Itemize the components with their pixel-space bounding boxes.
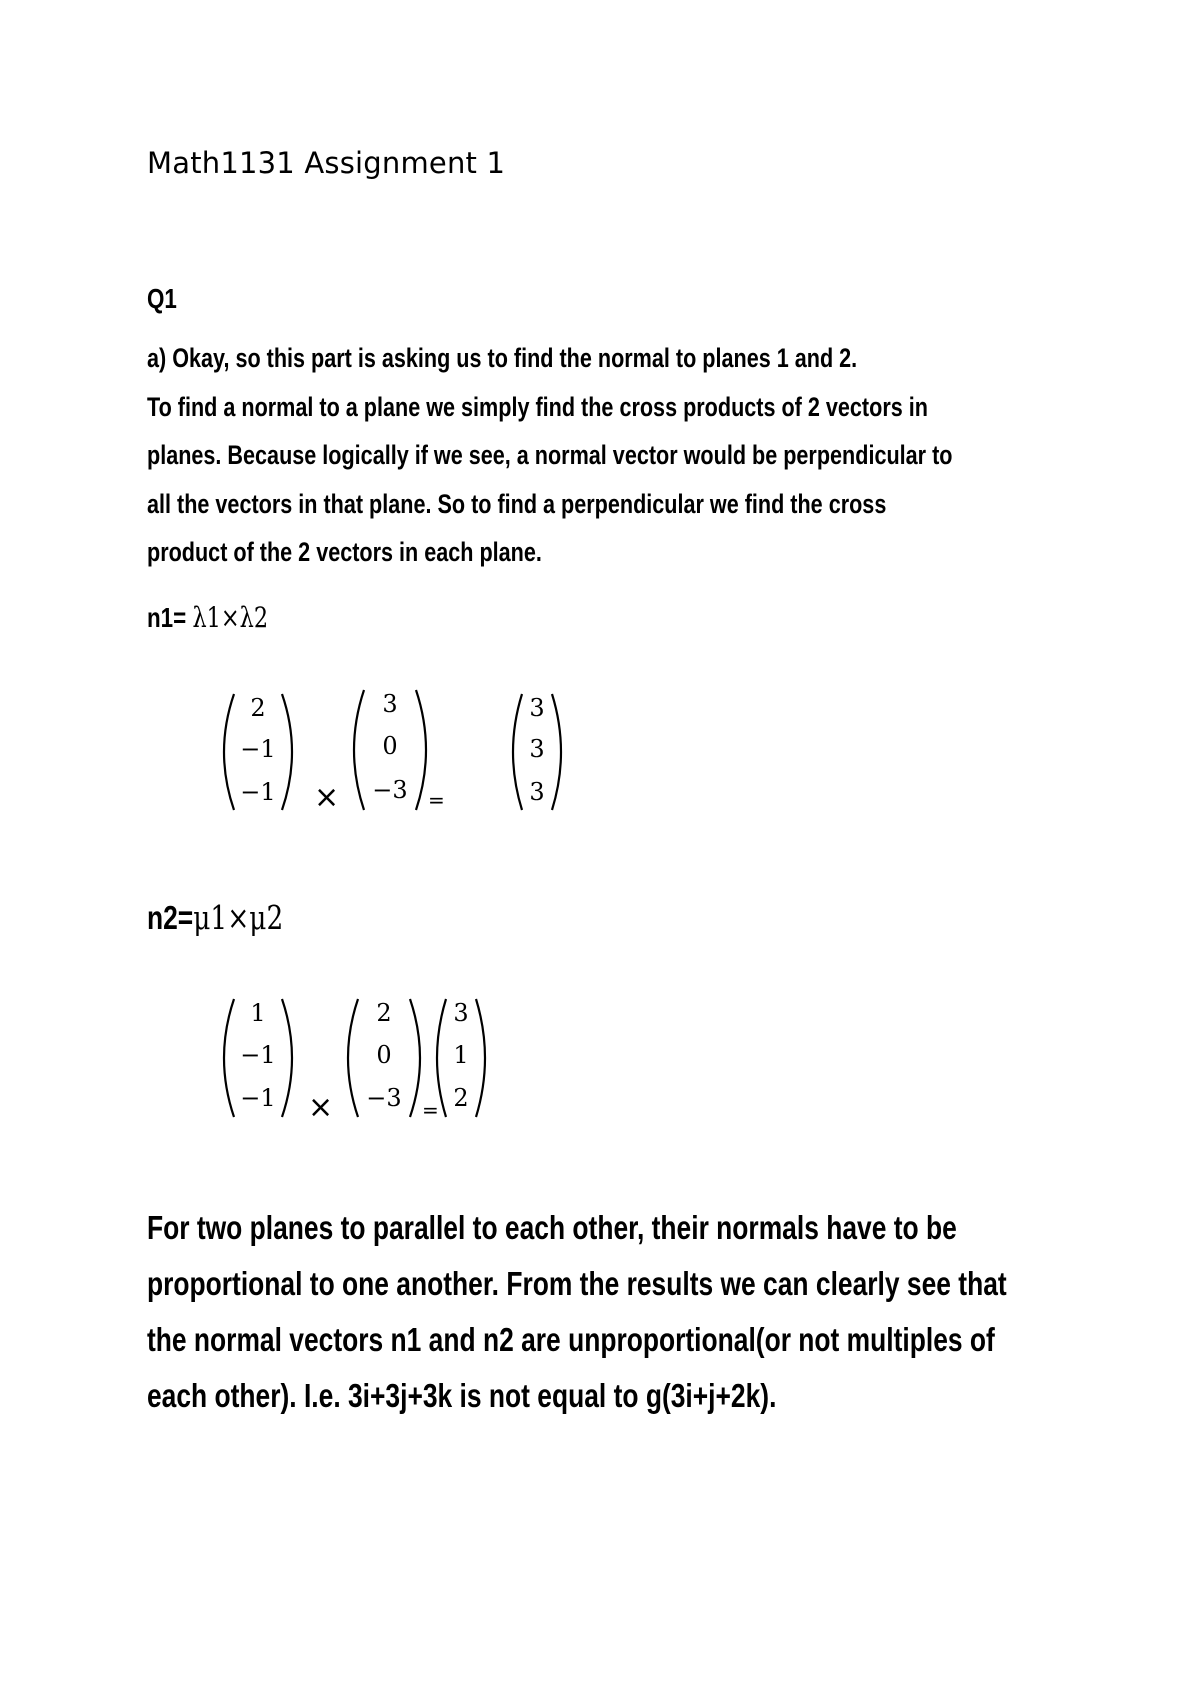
vector-entry: −3 [366, 1084, 402, 1112]
times-symbol: × [314, 780, 340, 815]
n1-label: n1= [147, 602, 193, 633]
equals-symbol: = [422, 1098, 439, 1122]
paragraph-1-line: product of the 2 vectors in each plane. [147, 537, 542, 567]
paragraph-1-line: planes. Because logically if we see, a normal vector would be perpendicular to [147, 440, 953, 470]
vector-entry: 2 [376, 999, 392, 1027]
paragraph-2-line: For two planes to parallel to each other, their normals have to be [147, 1209, 957, 1246]
vector-entry: −3 [372, 776, 408, 804]
vector-entry: 3 [529, 735, 545, 763]
paragraph-2-line: proportional to one another. From the results we can clearly see that [147, 1265, 1007, 1302]
paragraph-2-line: the normal vectors n1 and n2 are unproportional(or not multiples of [147, 1321, 995, 1358]
vector-entry: 2 [453, 1084, 469, 1112]
paragraph-1-line: a) Okay, so this part is asking us to find the normal to planes 1 and 2. [147, 343, 858, 373]
eq1-vector-b [350, 688, 430, 808]
n2-label: n2= [147, 899, 194, 936]
vector-entry: 1 [453, 1041, 469, 1069]
vector-entry: 1 [250, 999, 266, 1027]
n2-definition [147, 898, 283, 937]
equals-symbol: = [428, 788, 445, 812]
paragraph-1 [147, 334, 952, 577]
vector-entry: −1 [240, 1041, 276, 1069]
vector-entry: 3 [529, 778, 545, 806]
vector-entry: 3 [453, 999, 469, 1027]
paragraph-1-line: all the vectors in that plane. So to find a perpendicular we find the cross [147, 488, 887, 519]
vector-entry: 0 [376, 1041, 392, 1069]
eq2-vector-b [344, 997, 424, 1117]
vector-entry: 2 [250, 694, 266, 722]
n2-expression: μ1×μ2 [193, 898, 284, 937]
paragraph-2 [147, 1200, 1007, 1424]
vector-entry: 3 [382, 690, 398, 718]
vector-entry: −1 [240, 778, 276, 806]
vector-entry: 3 [529, 694, 545, 722]
paragraph-1-line: To find a normal to a plane we simply find the cross products of 2 vectors in [147, 391, 928, 422]
vector-entry: 0 [382, 732, 398, 760]
vector-entry: −1 [240, 1084, 276, 1112]
n1-definition [147, 601, 268, 634]
eq1-result-vector [510, 692, 564, 812]
eq2-result-vector [434, 997, 488, 1117]
question-label: Q1 [147, 283, 177, 314]
n1-expression: λ1×λ2 [192, 601, 269, 634]
eq1-vector-a [220, 692, 296, 812]
vector-entry: −1 [240, 735, 276, 763]
times-symbol: × [308, 1090, 334, 1125]
paragraph-2-line: each other). I.e. 3i+3j+3k is not equal to g(3i+j+2k). [147, 1377, 777, 1414]
document-title: Math1131 Assignment 1 [147, 146, 506, 180]
eq2-vector-a [220, 997, 296, 1117]
